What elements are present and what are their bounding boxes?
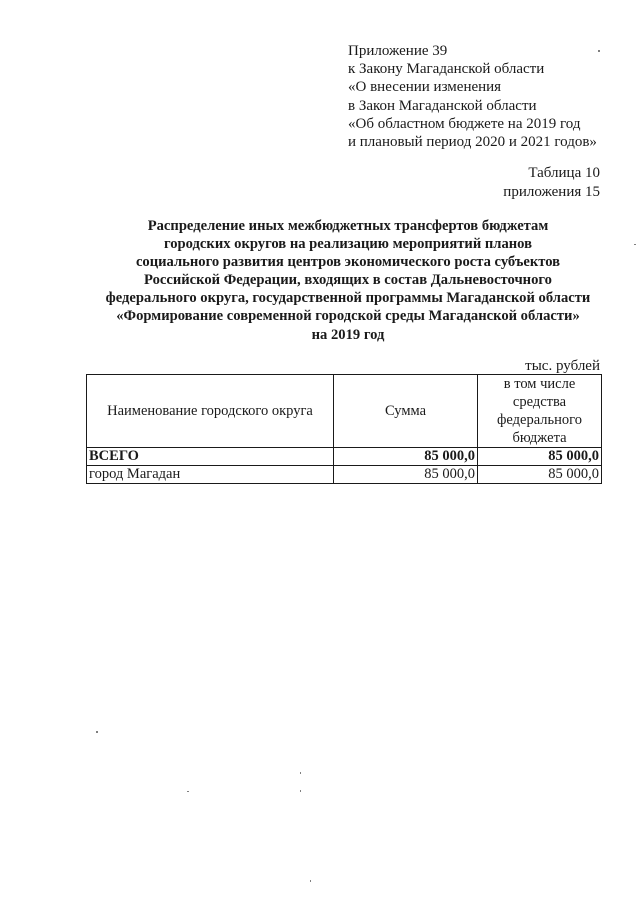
header-sum: Сумма (334, 375, 478, 448)
table-reference (503, 164, 600, 202)
scan-speck (634, 244, 636, 245)
table-appendix: приложения 15 (503, 184, 600, 200)
row-name: город Магадан (87, 466, 334, 484)
total-federal: 85 000,0 (478, 448, 602, 466)
row-federal: 85 000,0 (478, 466, 602, 484)
transfers-table (86, 374, 602, 484)
total-row (87, 448, 602, 466)
table-header-row (87, 375, 602, 448)
scan-speck (300, 772, 301, 774)
header-name: Наименование городского округа (87, 375, 334, 448)
total-name: ВСЕГО (87, 448, 334, 466)
total-sum: 85 000,0 (334, 448, 478, 466)
title-line: федерального округа, государственной программы Магаданской области (105, 290, 591, 307)
header-federal: в том числе средства федерального бюджета (478, 375, 602, 448)
title-line: социального развития центров экономического роста субъектов (135, 254, 561, 271)
appendix-line: и плановый период 2020 и 2021 годов» (348, 134, 597, 151)
title-line: на 2019 год (311, 326, 385, 343)
appendix-header (348, 42, 597, 151)
appendix-line: «Об областном бюджете на 2019 год (348, 115, 581, 132)
scan-speck (96, 731, 98, 733)
scan-speck (187, 791, 189, 792)
title-line: городских округов на реализацию мероприятий планов (164, 236, 532, 253)
units-label: тыс. рублей (525, 358, 600, 374)
scan-speck (300, 790, 301, 792)
scan-speck (310, 880, 311, 882)
row-sum: 85 000,0 (334, 466, 478, 484)
appendix-line: Приложение 39 (348, 43, 448, 59)
document-title (78, 217, 618, 344)
table-row (87, 466, 602, 484)
appendix-line: к Закону Магаданской области (348, 61, 545, 78)
appendix-line: в Закон Магаданской области (348, 97, 537, 114)
appendix-line: «О внесении изменения (348, 79, 502, 96)
table-number: Таблица 10 (528, 165, 600, 181)
title-line: «Формирование современной городской среды Магаданской области» (116, 308, 580, 325)
scan-speck (598, 50, 600, 52)
title-line: Распределение иных межбюджетных трансфертов бюджетам (147, 218, 549, 234)
title-line: Российской Федерации, входящих в состав Дальневосточного (144, 272, 552, 289)
